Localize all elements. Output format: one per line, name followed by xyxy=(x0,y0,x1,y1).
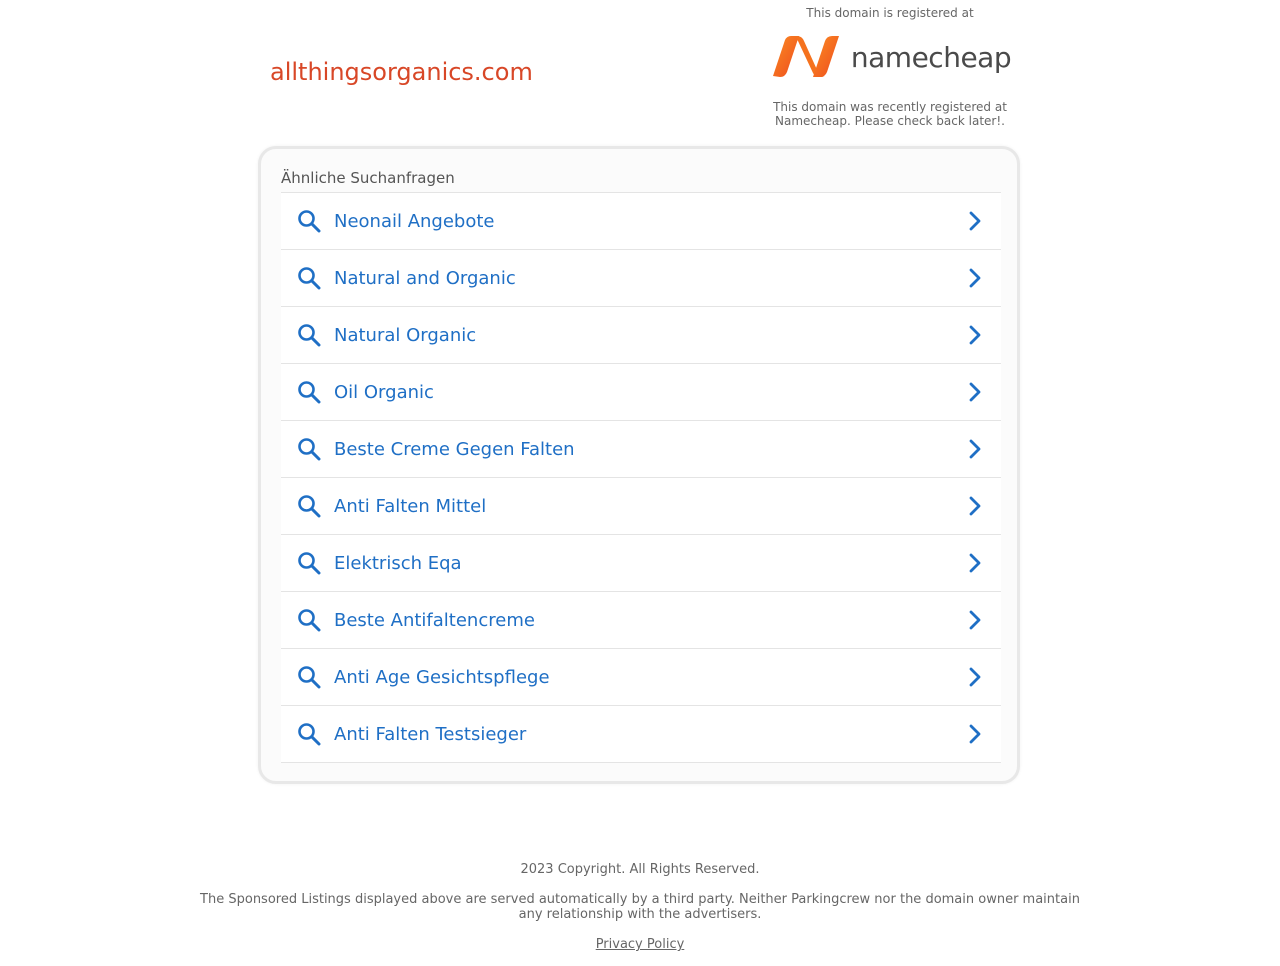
list-item-label[interactable]: Anti Falten Mittel xyxy=(334,495,487,517)
chevron-right-icon xyxy=(965,381,985,403)
search-icon xyxy=(297,665,321,689)
domain-title[interactable]: allthingsorganics.com xyxy=(270,58,533,86)
list-item[interactable] xyxy=(281,592,1001,649)
list-item-label[interactable]: Beste Antifaltencreme xyxy=(334,609,535,631)
related-searches-list xyxy=(281,192,1001,763)
list-item-label[interactable]: Anti Falten Testsieger xyxy=(334,723,527,745)
chevron-right-icon xyxy=(965,609,985,631)
list-item-label[interactable]: Natural and Organic xyxy=(334,267,516,289)
search-icon xyxy=(297,722,321,746)
namecheap-n-icon xyxy=(769,36,843,78)
registrar-note: This domain was recently registered at Namecheap. Please check back later!. xyxy=(773,100,1007,128)
privacy-policy-link[interactable]: Privacy Policy xyxy=(595,937,685,952)
list-item[interactable] xyxy=(281,535,1001,592)
list-item[interactable] xyxy=(281,706,1001,763)
list-item[interactable] xyxy=(281,307,1001,364)
search-icon xyxy=(297,380,321,404)
registrar-box xyxy=(760,0,1020,128)
list-item-label[interactable]: Neonail Angebote xyxy=(334,210,495,232)
chevron-right-icon xyxy=(965,267,985,289)
search-icon xyxy=(297,551,321,575)
related-searches-heading: Ähnliche Suchanfragen xyxy=(281,169,455,187)
chevron-right-icon xyxy=(965,438,985,460)
list-item[interactable] xyxy=(281,364,1001,421)
search-icon xyxy=(297,209,321,233)
list-item[interactable] xyxy=(281,250,1001,307)
list-item-label[interactable]: Oil Organic xyxy=(334,381,434,403)
list-item[interactable] xyxy=(281,649,1001,706)
footer xyxy=(0,862,1280,952)
disclaimer-text: The Sponsored Listings displayed above are served automatically by a third party. Neither Parkingcrew nor the domain owner maintain any relationship with the advertisers. xyxy=(200,892,1080,922)
chevron-right-icon xyxy=(965,666,985,688)
list-item-label[interactable]: Natural Organic xyxy=(334,324,477,346)
header xyxy=(0,0,1280,140)
list-item[interactable] xyxy=(281,478,1001,535)
namecheap-logo[interactable] xyxy=(760,26,1020,88)
copyright-text: 2023 Copyright. All Rights Reserved. xyxy=(520,862,760,877)
search-icon xyxy=(297,437,321,461)
list-item-label[interactable]: Beste Creme Gegen Falten xyxy=(334,438,575,460)
search-icon xyxy=(297,608,321,632)
chevron-right-icon xyxy=(965,210,985,232)
search-icon xyxy=(297,266,321,290)
search-icon xyxy=(297,323,321,347)
chevron-right-icon xyxy=(965,723,985,745)
registered-at-label: This domain is registered at xyxy=(806,6,974,20)
list-item-label[interactable]: Elektrisch Eqa xyxy=(334,552,462,574)
chevron-right-icon xyxy=(965,324,985,346)
list-item[interactable] xyxy=(281,193,1001,250)
namecheap-wordmark: namecheap xyxy=(850,40,1012,74)
chevron-right-icon xyxy=(965,495,985,517)
list-item-label[interactable]: Anti Age Gesichtspflege xyxy=(334,666,550,688)
chevron-right-icon xyxy=(965,552,985,574)
list-item[interactable] xyxy=(281,421,1001,478)
related-searches-panel xyxy=(258,146,1020,784)
search-icon xyxy=(297,494,321,518)
